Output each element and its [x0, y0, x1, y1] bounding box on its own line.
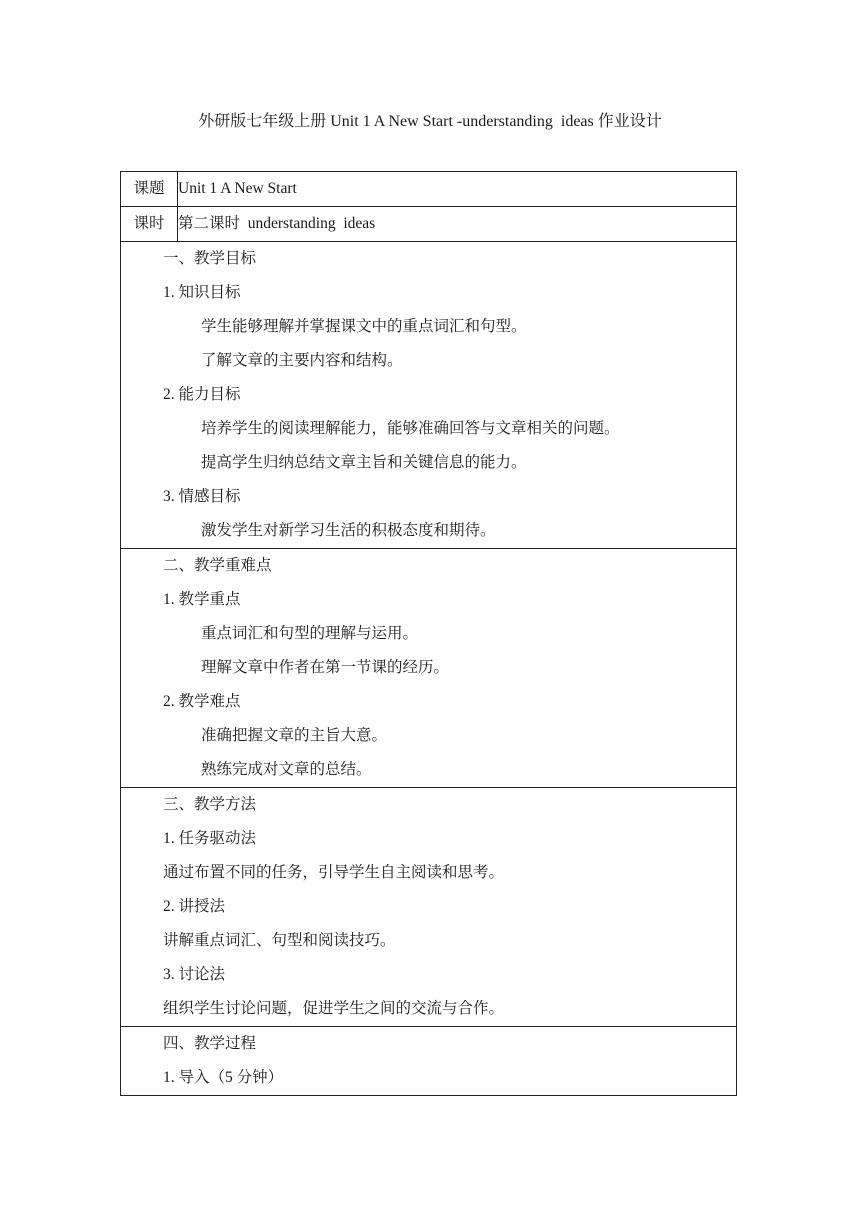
method-description: 通过布置不同的任务，引导学生自主阅读和思考。 — [163, 864, 505, 881]
subheading: 1. 教学重点 — [163, 591, 241, 608]
section-heading: 四、教学过程 — [163, 1035, 257, 1052]
key-points-section — [121, 549, 737, 788]
document-title: 外研版七年级上册 Unit 1 A New Start -understanding ideas 作业设计 — [198, 113, 662, 130]
key-point-item: 理解文章中作者在第一节课的经历。 — [201, 659, 450, 676]
objectives-section — [121, 242, 737, 549]
section-heading: 三、教学方法 — [163, 796, 257, 813]
key-point-item: 重点词汇和句型的理解与运用。 — [201, 625, 419, 642]
table-row-methods — [121, 788, 737, 1027]
topic-label: 课题 — [121, 172, 178, 207]
table-row-topic — [121, 172, 737, 207]
subheading: 1. 导入（5 分钟） — [163, 1069, 284, 1086]
subheading: 1. 任务驱动法 — [163, 830, 257, 847]
difficulty-item: 准确把握文章的主旨大意。 — [201, 727, 388, 744]
subheading: 1. 知识目标 — [163, 284, 241, 301]
objective-item: 学生能够理解并掌握课文中的重点词汇和句型。 — [201, 318, 527, 335]
subheading: 3. 讨论法 — [163, 966, 226, 983]
objective-item: 了解文章的主要内容和结构。 — [201, 352, 403, 369]
subheading: 3. 情感目标 — [163, 488, 241, 505]
lesson-plan-table — [120, 171, 737, 1096]
difficulty-item: 熟练完成对文章的总结。 — [201, 761, 372, 778]
objective-item: 激发学生对新学习生活的积极态度和期待。 — [201, 522, 496, 539]
objective-item: 培养学生的阅读理解能力，能够准确回答与文章相关的问题。 — [201, 420, 620, 437]
period-label: 课时 — [121, 207, 178, 242]
objective-item: 提高学生归纳总结文章主旨和关键信息的能力。 — [201, 454, 527, 471]
table-row-key-points — [121, 549, 737, 788]
table-row-period — [121, 207, 737, 242]
process-section — [121, 1027, 737, 1096]
method-description: 组织学生讨论问题，促进学生之间的交流与合作。 — [163, 1000, 505, 1017]
section-heading: 二、教学重难点 — [163, 557, 272, 574]
section-heading: 一、教学目标 — [163, 250, 257, 267]
subheading: 2. 教学难点 — [163, 693, 241, 710]
period-value: 第二课时 understanding ideas — [178, 207, 737, 242]
table-row-process — [121, 1027, 737, 1096]
subheading: 2. 能力目标 — [163, 386, 241, 403]
table-row-objectives — [121, 242, 737, 549]
subheading: 2. 讲授法 — [163, 898, 226, 915]
topic-value: Unit 1 A New Start — [178, 172, 737, 207]
method-description: 讲解重点词汇、句型和阅读技巧。 — [163, 932, 396, 949]
methods-section — [121, 788, 737, 1027]
